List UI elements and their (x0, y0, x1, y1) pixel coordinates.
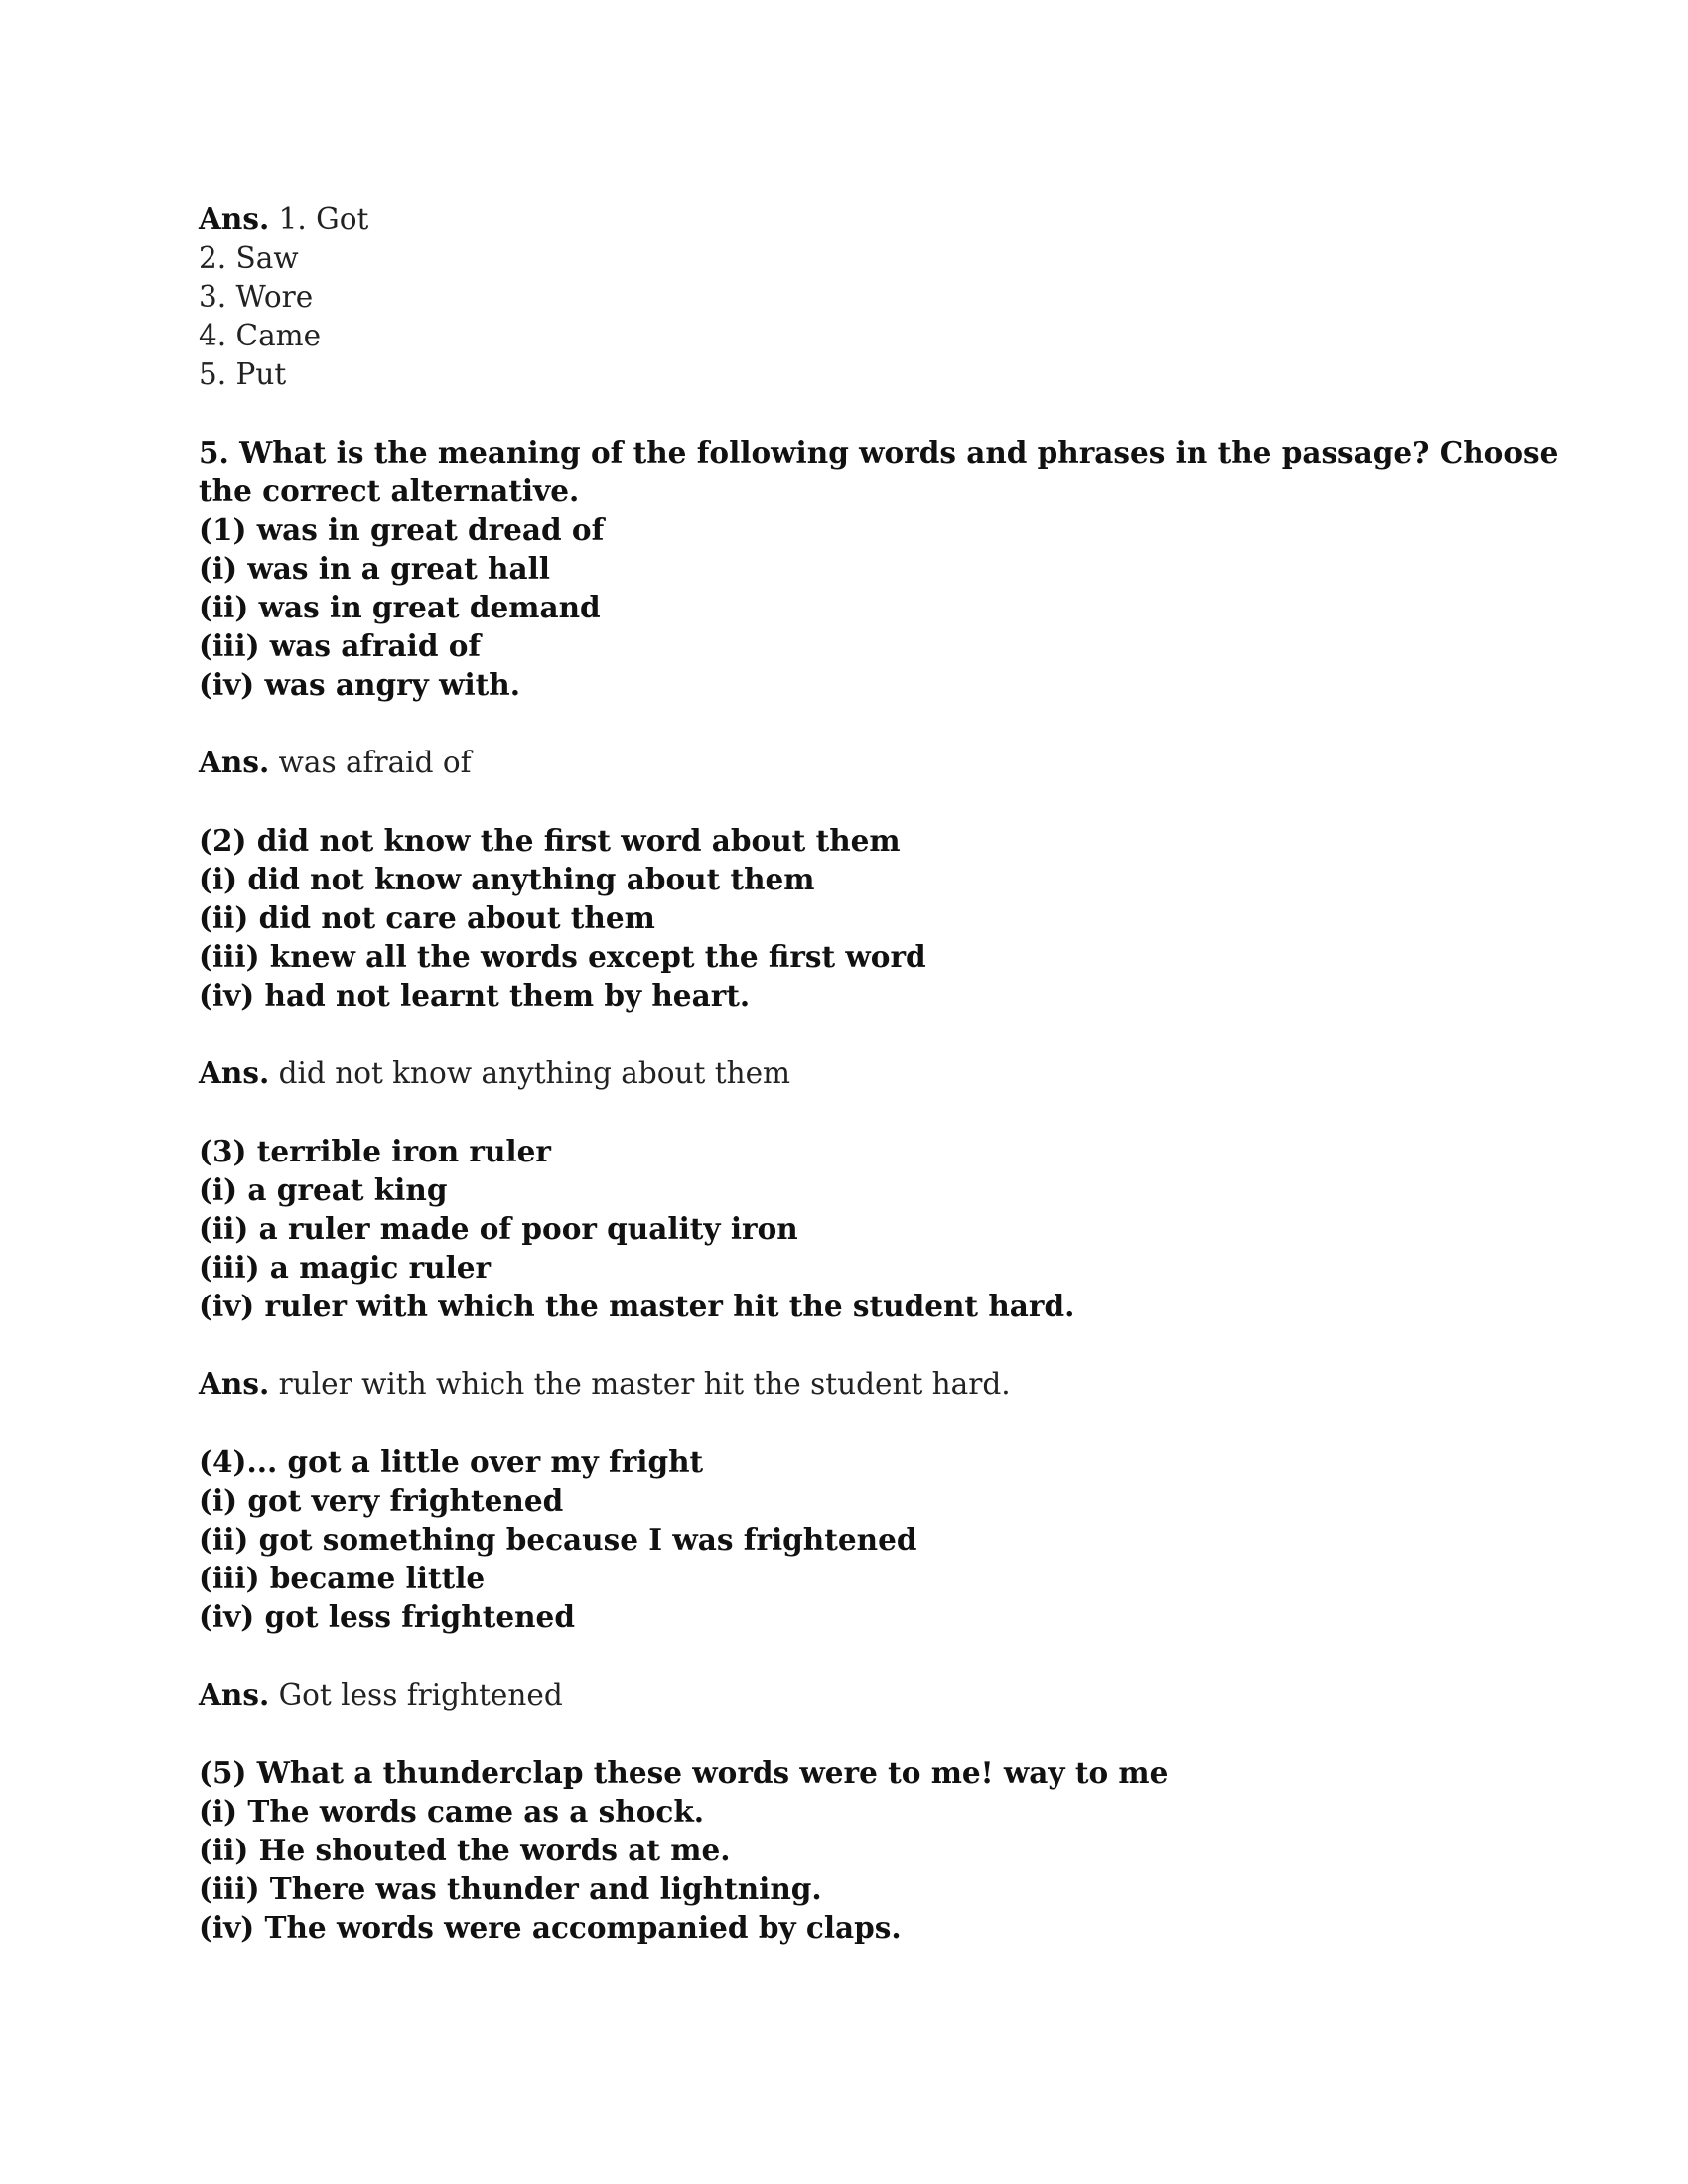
ans-label: Ans. (199, 1055, 270, 1090)
answer-line: 4. Came (199, 319, 322, 352)
ans-label: Ans. (199, 202, 270, 236)
option: (iii) became little (199, 1561, 486, 1595)
ans-label: Ans. (199, 1366, 270, 1401)
answer-line: 3. Wore (199, 280, 314, 314)
previous-answers (199, 200, 1509, 394)
answer-line: 5. Put (199, 357, 287, 391)
option: (i) was in a great hall (199, 551, 551, 586)
answer-text: Got less frightened (278, 1678, 563, 1711)
answer-line (199, 743, 1509, 782)
ans-label: Ans. (199, 745, 270, 779)
spacer (199, 394, 1509, 433)
question-item (199, 510, 1509, 782)
question-item (199, 1753, 1509, 1947)
document-page (199, 200, 1559, 1947)
item-phrase: (3) terrible iron ruler (199, 1134, 551, 1168)
option: (iv) had not learnt them by heart. (199, 978, 751, 1013)
question-item (199, 1442, 1509, 1714)
option: (i) did not know anything about them (199, 862, 815, 896)
spacer (199, 1714, 1509, 1753)
spacer (199, 704, 1509, 743)
option: (ii) got something because I was frightened (199, 1522, 917, 1557)
answer-line (199, 1053, 1509, 1093)
option: (iv) was angry with. (199, 667, 521, 702)
option: (iii) knew all the words except the first word (199, 939, 926, 974)
option: (ii) did not care about them (199, 900, 655, 935)
answer-text: ruler with which the master hit the student hard. (278, 1367, 1011, 1401)
item-phrase: (4)... got a little over my fright (199, 1444, 704, 1479)
option: (iv) ruler with which the master hit the student hard. (199, 1289, 1075, 1323)
option: (ii) a ruler made of poor quality iron (199, 1211, 798, 1246)
spacer (199, 1404, 1509, 1442)
answer-line (199, 1364, 1509, 1404)
option: (iii) There was thunder and lightning. (199, 1871, 822, 1906)
answer-text: 1. Got (278, 203, 369, 236)
spacer (199, 1015, 1509, 1053)
option: (i) The words came as a shock. (199, 1794, 705, 1829)
question-line: the correct alternative. (199, 474, 580, 508)
question-item (199, 1132, 1509, 1404)
answer-line (199, 200, 1509, 239)
option: (ii) He shouted the words at me. (199, 1833, 731, 1867)
answer-text: did not know anything about them (278, 1056, 790, 1090)
item-phrase: (5) What a thunderclap these words were to me! way to me (199, 1755, 1169, 1790)
option: (i) got very frightened (199, 1483, 564, 1518)
spacer (199, 1093, 1509, 1132)
spacer (199, 782, 1509, 821)
answer-line (199, 1675, 1509, 1714)
answer-text: was afraid of (278, 746, 472, 779)
item-phrase: (2) did not know the first word about them (199, 823, 901, 858)
option: (i) a great king (199, 1172, 448, 1207)
answer-line: 2. Saw (199, 241, 299, 275)
question-item (199, 821, 1509, 1093)
option: (iii) a magic ruler (199, 1250, 492, 1285)
option: (iv) got less frightened (199, 1599, 575, 1634)
spacer (199, 1636, 1509, 1675)
spacer (199, 1325, 1509, 1364)
question-line: 5. What is the meaning of the following words and phrases in the passage? Choose (199, 435, 1559, 470)
option: (iv) The words were accompanied by claps. (199, 1910, 902, 1945)
question-heading (199, 433, 1559, 510)
option: (iii) was afraid of (199, 628, 482, 663)
item-phrase: (1) was in great dread of (199, 512, 605, 547)
option: (ii) was in great demand (199, 590, 601, 624)
ans-label: Ans. (199, 1677, 270, 1711)
